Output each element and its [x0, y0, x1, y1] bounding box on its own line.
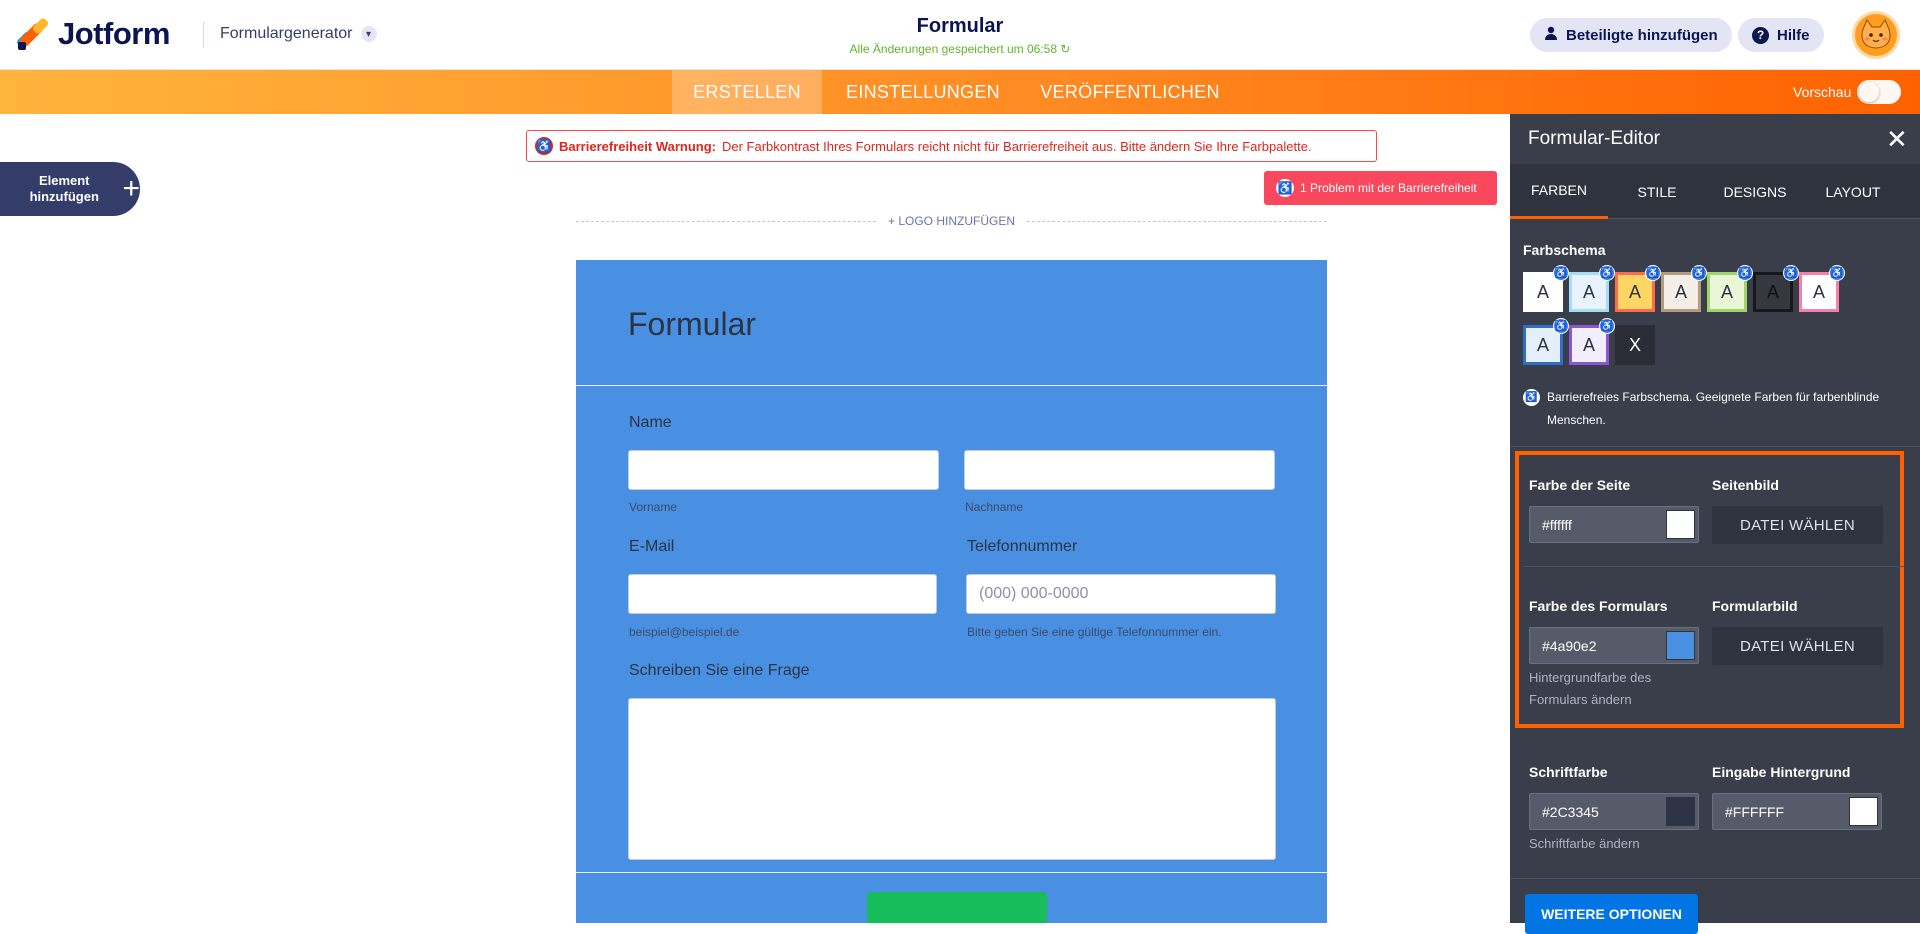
page-image-label: Seitenbild: [1712, 477, 1779, 493]
save-status: Alle Änderungen gespeichert um 06:58 ↻: [849, 42, 1071, 56]
form-color-swatch[interactable]: [1666, 631, 1695, 660]
swatch-letter: A: [1536, 281, 1549, 302]
form-heading[interactable]: Formular: [576, 260, 1327, 386]
font-color-swatch[interactable]: [1666, 797, 1695, 826]
panel-tabs: [1510, 164, 1920, 219]
chevron-down-icon: ▾: [361, 26, 377, 42]
accessibility-icon: ♿: [1645, 265, 1661, 281]
question-textarea[interactable]: [628, 698, 1276, 860]
user-icon: [1544, 26, 1558, 44]
swatch-letter: A: [1628, 281, 1641, 302]
warning-title: Barrierefreiheit Warnung:: [559, 138, 716, 154]
swatch-letter: A: [1582, 334, 1595, 355]
jotform-logo[interactable]: [18, 16, 170, 52]
cat-avatar-icon: [1858, 19, 1894, 51]
color-scheme-swatch[interactable]: [1615, 325, 1655, 365]
choose-form-image-button[interactable]: DATEI WÄHLEN: [1712, 627, 1883, 665]
accessibility-icon: ♿: [1553, 318, 1569, 334]
warning-text: Der Farbkontrast Ihres Formulars reicht nicht für Barrierefreiheit aus. Bitte ändern Sie Ihre Farbpalette.: [722, 138, 1312, 154]
input-bg-swatch[interactable]: [1849, 797, 1878, 826]
accessibility-icon: ♿: [1277, 181, 1293, 195]
form-title-area: [760, 15, 1160, 56]
jotform-logo-icon: [18, 18, 48, 50]
font-color-label: Schriftfarbe: [1529, 764, 1608, 780]
preview-toggle[interactable]: [1857, 80, 1901, 104]
add-element-label: Element hinzufügen: [29, 173, 99, 204]
plus-icon: +: [122, 172, 140, 205]
page-title[interactable]: Formular: [916, 15, 1004, 37]
scheme-title: Farbschema: [1523, 242, 1606, 258]
form-color-label: Farbe des Formulars: [1529, 598, 1668, 614]
form-builder-menu[interactable]: [220, 25, 377, 43]
top-bar: [0, 0, 1920, 70]
accessibility-icon: ♿: [1737, 265, 1753, 281]
tab-publish[interactable]: VERÖFFENTLICHEN: [1040, 81, 1220, 102]
page-color-input[interactable]: #ffffff: [1529, 506, 1699, 543]
email-sublabel: beispiel@beispiel.de: [629, 625, 740, 639]
submit-button[interactable]: [867, 892, 1047, 923]
form-card: [576, 260, 1327, 923]
scheme-note: ♿ Barrierefreies Farbschema. Geeignete Farben für farbenblinde Menschen.: [1523, 386, 1903, 432]
add-element-button[interactable]: [0, 162, 140, 216]
tab-settings[interactable]: EINSTELLUNGEN: [846, 81, 1000, 102]
phone-sublabel: Bitte geben Sie eine gültige Telefonnummer ein.: [967, 625, 1222, 639]
accessibility-icon: ♿: [1599, 265, 1615, 281]
preview-label: Vorschau: [1793, 84, 1852, 100]
accessibility-icon: ♿: [1523, 389, 1540, 406]
form-editor-panel: [1510, 114, 1920, 923]
swatch-letter: A: [1582, 281, 1595, 302]
name-label: Name: [629, 414, 672, 431]
tab-build[interactable]: ERSTELLEN: [672, 70, 822, 114]
input-bg-input[interactable]: #FFFFFF: [1712, 793, 1882, 830]
page-color-label: Farbe der Seite: [1529, 477, 1631, 493]
help-button[interactable]: ? Hilfe: [1738, 18, 1824, 52]
accessibility-icon: ♿: [1691, 265, 1707, 281]
help-icon: ?: [1752, 27, 1769, 44]
email-input[interactable]: [628, 574, 937, 614]
swatch-letter: A: [1812, 281, 1825, 302]
brand-name: Jotform: [58, 16, 170, 51]
tab-themes[interactable]: DESIGNS: [1723, 183, 1787, 200]
add-logo-area[interactable]: [576, 209, 1327, 233]
accessibility-problem-button[interactable]: ♿ 1 Problem mit der Barrierefreiheit: [1264, 171, 1497, 205]
page-color-swatch[interactable]: [1666, 510, 1695, 539]
choose-page-image-button[interactable]: DATEI WÄHLEN: [1712, 506, 1883, 544]
avatar[interactable]: [1852, 11, 1900, 59]
email-label: E-Mail: [629, 538, 675, 555]
section-divider: [1510, 878, 1920, 879]
tab-styles[interactable]: STILE: [1637, 183, 1677, 200]
accessibility-icon: ♿: [1553, 265, 1569, 281]
form-canvas: [0, 114, 1510, 923]
font-color-hint: Schriftfarbe ändern: [1529, 836, 1640, 851]
section-divider: [1524, 566, 1904, 567]
first-name-sublabel: Vorname: [629, 500, 678, 514]
close-icon[interactable]: ✕: [1886, 124, 1908, 154]
form-color-input[interactable]: #4a90e2: [1529, 627, 1699, 664]
main-nav: [0, 70, 1920, 114]
accessibility-icon: ♿: [536, 139, 552, 153]
accessibility-icon: ♿: [1599, 318, 1615, 334]
form-image-label: Formularbild: [1712, 598, 1798, 614]
input-bg-label: Eingabe Hintergrund: [1712, 764, 1851, 780]
swatch-letter: A: [1720, 281, 1733, 302]
accessibility-icon: ♿: [1783, 265, 1799, 281]
form-color-hint: Hintergrundfarbe des Formulars ändern: [1529, 670, 1652, 707]
panel-title: Formular-Editor: [1528, 128, 1660, 149]
last-name-sublabel: Nachname: [965, 500, 1024, 514]
submit-divider: [576, 872, 1327, 873]
refresh-icon: ↻: [1060, 42, 1071, 56]
section-divider: [1510, 446, 1920, 447]
tab-layout[interactable]: LAYOUT: [1825, 183, 1881, 200]
swatch-letter: A: [1536, 334, 1549, 355]
accessibility-warning: [526, 130, 1377, 162]
more-options-button[interactable]: WEITERE OPTIONEN: [1525, 894, 1698, 934]
accessibility-icon: ♿: [1829, 265, 1845, 281]
last-name-input[interactable]: [964, 450, 1275, 490]
question-label: Schreiben Sie eine Frage: [629, 662, 810, 679]
swatch-letter: X: [1628, 334, 1641, 355]
phone-input[interactable]: (000) 000-0000: [966, 574, 1276, 614]
font-color-input[interactable]: #2C3345: [1529, 793, 1699, 830]
add-logo-label: + LOGO HINZUFÜGEN: [888, 214, 1016, 228]
tab-colors[interactable]: FARBEN: [1510, 164, 1608, 219]
add-participants-button[interactable]: Beteiligte hinzufügen: [1530, 18, 1732, 52]
phone-label: Telefonnummer: [967, 538, 1078, 555]
form-builder-label: Formulargenerator: [220, 25, 353, 42]
swatch-letter: A: [1766, 281, 1779, 302]
header-divider: [203, 22, 204, 48]
swatch-letter: A: [1674, 281, 1687, 302]
first-name-input[interactable]: [628, 450, 939, 490]
